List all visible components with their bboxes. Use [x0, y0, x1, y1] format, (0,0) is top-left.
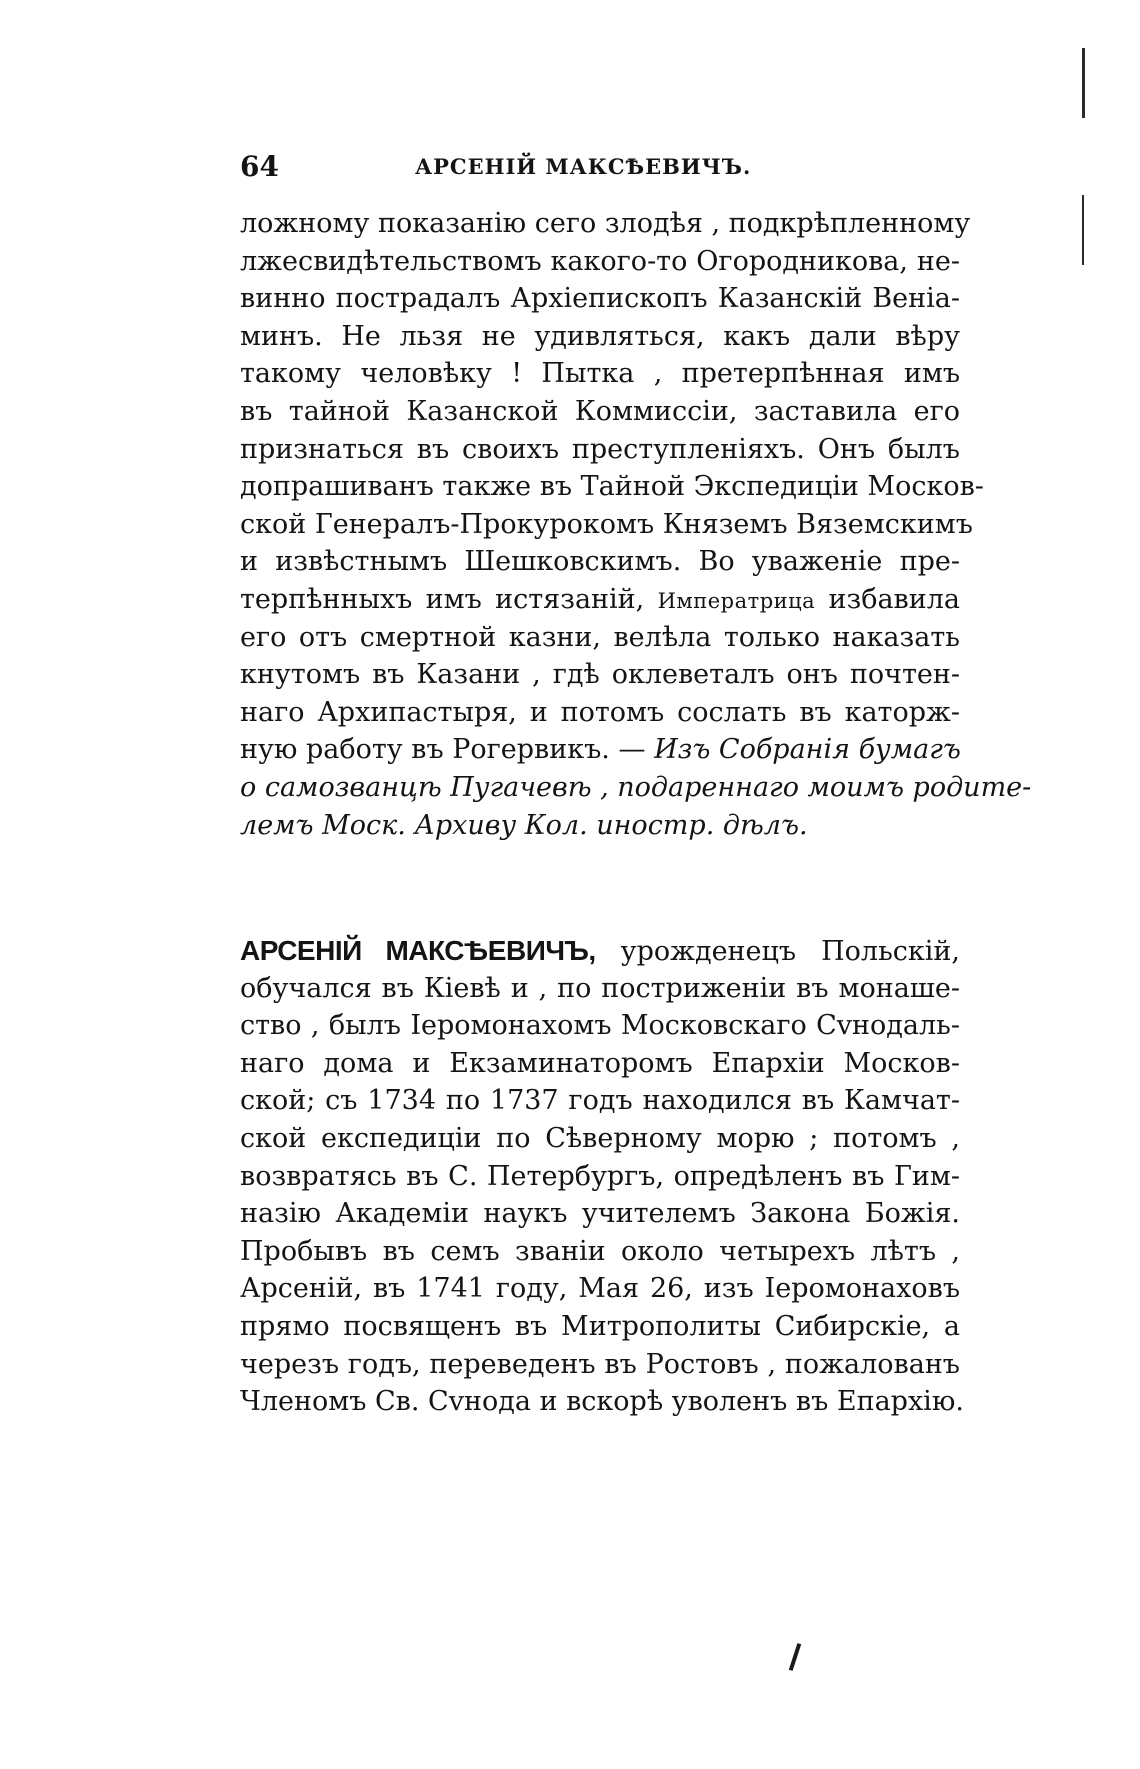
scan-edge-line-middle [1082, 195, 1084, 265]
empress-smallcaps: Императрица [657, 588, 816, 613]
text-line: Арсеній, въ 1741 году, Мая 26, изъ Іеромонаховъ [240, 1273, 960, 1305]
text-line: обучался въ Кіевѣ и , по постриженіи въ монаше- [240, 972, 960, 1004]
scan-edge-line-top [1082, 48, 1085, 118]
source-citation-line: о самозванцѣ Пугачевѣ , подареннаго моимъ родите- [240, 771, 1032, 803]
running-head-title: АРСЕНІЙ МАКСѢЕВИЧЪ. [415, 154, 752, 179]
text-line: такому человѣку ! Пытка , претерпѣнная имъ [240, 358, 960, 390]
text-line: назію Академіи наукъ учителемъ Закона Божія. [240, 1198, 960, 1230]
text-line: кнутомъ въ Казани , гдѣ оклеветалъ онъ почтен- [240, 659, 960, 691]
text-line: ской експедиціи по Сѣверному морю ; потомъ , [240, 1122, 960, 1154]
text-line: наго Архипастыря, и потомъ сослать въ каторж- [240, 696, 960, 728]
text-line: признаться въ своихъ преступленіяхъ. Онъ былъ [240, 433, 960, 465]
running-header [240, 150, 960, 186]
text-line: Пробывъ въ семъ званіи около четырехъ лѣтъ , [240, 1235, 960, 1267]
source-citation-start: Изъ Собранія бумагъ [654, 734, 961, 766]
text-line: Членомъ Св. Сvнода и вскорѣ уволенъ въ Епархію. [240, 1386, 964, 1418]
text-line: лжесвидѣтельствомъ какого-то Огородникова, не- [240, 245, 960, 277]
entry-heading-name: АРСЕНІЙ МАКСѢЕВИЧЪ, [240, 935, 596, 966]
text-line: ство , былъ Іеромонахомъ Московскаго Сvнодаль- [240, 1010, 960, 1042]
text-segment: урожденецъ Польскій, [595, 936, 960, 967]
ink-mark [789, 1643, 801, 1671]
text-line: и извѣстнымъ Шешковскимъ. Во уваженіе пре- [240, 546, 960, 578]
text-line: ской; съ 1734 по 1737 годъ находился въ Камчат- [240, 1085, 960, 1117]
text-line [240, 581, 960, 619]
entry-first-line [240, 932, 960, 970]
biography-entry [240, 932, 964, 1421]
text-line: ской Генералъ-Прокурокомъ Княземъ Вяземскимъ [240, 508, 973, 540]
paragraph-continuation [240, 205, 1032, 844]
text-line: возвратясь въ С. Петербургъ, опредѣленъ въ Гим- [240, 1160, 960, 1192]
text-segment: ную работу въ Рогервикъ. — [240, 734, 655, 766]
text-segment: избавила [815, 583, 961, 615]
source-citation-line: лемъ Моск. Архиву Кол. иностр. дѣлъ. [240, 809, 808, 841]
text-segment: терпѣнныхъ имъ истязаній, [240, 583, 658, 615]
text-line [240, 731, 960, 769]
page-number: 64 [240, 150, 279, 183]
text-line: наго дома и Екзаминаторомъ Епархіи Москов- [240, 1047, 960, 1079]
text-line: его отъ смертной казни, велѣла только наказать [240, 621, 960, 653]
text-line: допрашиванъ также въ Тайной Экспедиціи Москов- [240, 471, 984, 503]
text-line: ложному показанію сего злодѣя , подкрѣпленному [240, 208, 971, 239]
text-line: минъ. Не льзя не удивляться, какъ дали вѣру [240, 320, 960, 352]
text-line: въ тайной Казанской Коммиссіи, заставила его [240, 395, 960, 427]
text-line: винно пострадалъ Архіепископъ Казанскій Веніа- [240, 283, 960, 315]
text-line: черезъ годъ, переведенъ въ Ростовъ , пожалованъ [240, 1348, 960, 1380]
text-line: прямо посвященъ въ Митрополиты Сибирскіе, а [240, 1310, 960, 1342]
